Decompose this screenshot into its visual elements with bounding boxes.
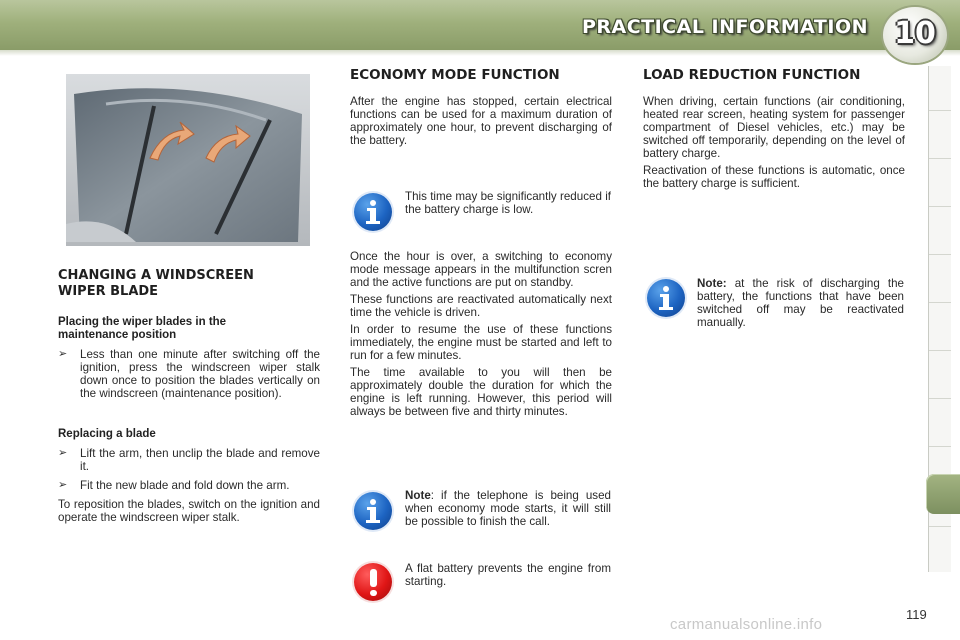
warning-icon <box>354 563 392 601</box>
load-note-text: at the risk of discharging the battery, the functions that have been switched off may be reactivated manually. <box>697 277 904 329</box>
load-section <box>643 67 905 194</box>
reposition-text: To reposition the blades, switch on the ignition and operate the windscreen wiper stalk. <box>58 498 320 524</box>
chapter-number: 10 <box>894 16 936 51</box>
list-item <box>58 479 320 492</box>
maintenance-heading <box>58 316 320 342</box>
economy-section <box>350 67 612 151</box>
info-icon <box>647 279 685 317</box>
page-number: 119 <box>906 607 927 622</box>
watermark: carmanualsonline.info <box>670 616 823 633</box>
replace-heading: Replacing a blade <box>58 428 156 440</box>
replace-step: Lift the arm, then unclip the blade and remove it. <box>80 447 320 473</box>
warning-callout <box>405 562 611 592</box>
chapter-tab-divider <box>929 302 951 303</box>
chapter-tab-divider <box>929 158 951 159</box>
windscreen-glass <box>74 88 302 242</box>
phone-note-callout <box>405 489 611 532</box>
chapter-tab-divider <box>929 446 951 447</box>
bullet-arrow-icon: ➢ <box>58 447 68 459</box>
load-note-callout <box>697 277 904 333</box>
load-paragraph: Reactivation of these functions is automatic, once the battery charge is sufficient. <box>643 164 905 190</box>
windscreen-wiper-illustration <box>66 74 310 246</box>
section-title: PRACTICAL INFORMATION <box>581 16 868 38</box>
maintenance-heading-line1: Placing the wiper blades in the <box>58 316 227 328</box>
wiper-title-line1: CHANGING A WINDSCREEN <box>58 268 254 283</box>
chapter-tab-divider <box>929 110 951 111</box>
info-icon <box>354 492 392 530</box>
maintenance-heading-line2: maintenance position <box>58 329 177 341</box>
wiper-title-line2: WIPER BLADE <box>58 284 159 299</box>
economy-info-callout <box>405 190 611 220</box>
active-chapter-tab[interactable] <box>926 474 960 514</box>
load-paragraph: When driving, certain functions (air conditioning, heated rear screen, heating system for passenger compartment of Diesel vehicles, etc.) may be switched off temporarily, depending on the level of battery charge. <box>643 95 905 160</box>
chapter-badge <box>883 7 947 63</box>
chapter-tab-divider <box>929 350 951 351</box>
warning-text: A flat battery prevents the engine from starting. <box>405 562 611 588</box>
economy-paragraph: In order to resume the use of these functions immediately, the engine must be started and left to run for a few minutes. <box>350 323 612 362</box>
economy-details <box>350 250 612 422</box>
economy-title: ECONOMY MODE FUNCTION <box>350 67 560 83</box>
header-shadow <box>0 50 960 56</box>
list-item <box>58 447 320 473</box>
economy-info-note: This time may be significantly reduced if the battery charge is low. <box>405 190 611 216</box>
load-title: LOAD REDUCTION FUNCTION <box>643 67 861 83</box>
chapter-tab-divider <box>929 206 951 207</box>
load-note <box>697 277 904 329</box>
chapter-tab-divider <box>929 254 951 255</box>
wiper-section <box>58 268 320 528</box>
economy-paragraph: The time available to you will then be approximately double the duration for which the engine is left running. However, this period will always be between five and thirty minutes. <box>350 366 612 418</box>
chapter-tab-divider <box>929 526 951 527</box>
bullet-arrow-icon: ➢ <box>58 479 68 491</box>
bullet-arrow-icon: ➢ <box>58 348 68 360</box>
load-note-label: Note: <box>697 277 727 290</box>
maintenance-step: Less than one minute after switching off the ignition, press the windscreen wiper stalk down once to position the blades vertically on the windscreen (maintenance position). <box>80 348 320 400</box>
phone-note-label: Note <box>405 489 431 502</box>
economy-paragraph: These functions are reactivated automatically next time the vehicle is driven. <box>350 293 612 319</box>
wiper-section-title <box>58 268 320 300</box>
economy-paragraph: Once the hour is over, a switching to economy mode message appears in the multifunction scren and the active functions are put on standby. <box>350 250 612 289</box>
info-icon <box>354 193 392 231</box>
list-item <box>58 348 320 400</box>
phone-note <box>405 489 611 528</box>
economy-intro: After the engine has stopped, certain electrical functions can be used for a maximum duration of approximately one hour, to prevent discharging of the battery. <box>350 95 612 147</box>
phone-note-text: : if the telephone is being used when economy mode starts, it will still be possible to finish the call. <box>405 489 611 528</box>
chapter-tab-divider <box>929 398 951 399</box>
replace-step: Fit the new blade and fold down the arm. <box>80 479 290 492</box>
